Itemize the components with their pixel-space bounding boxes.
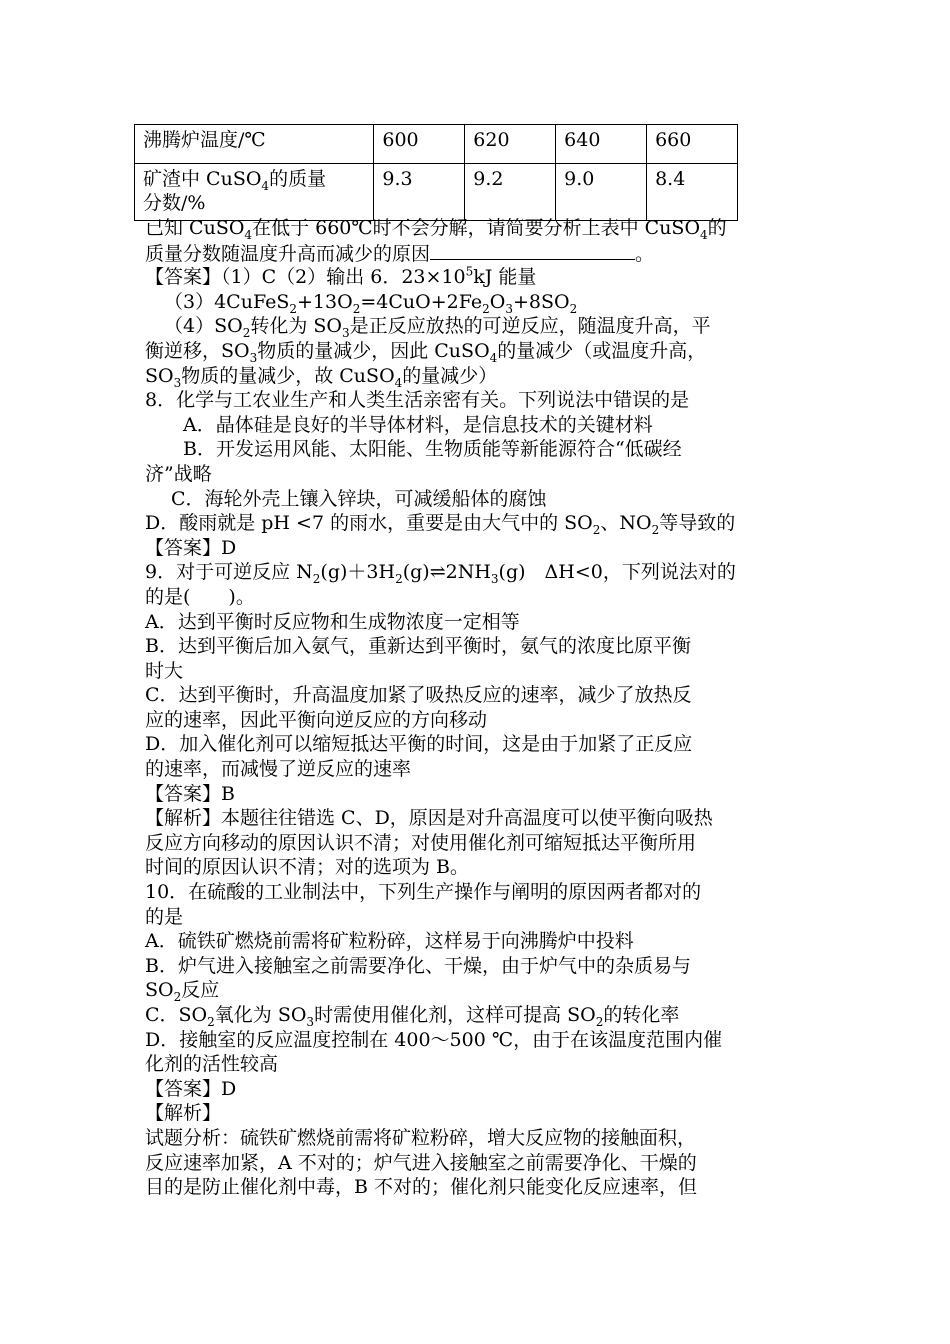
table-cell: 9.2 xyxy=(465,164,556,221)
q10-explanation: 试题分析：硫铁矿燃烧前需将矿粒粉碎，增大反应物的接触面积， xyxy=(145,1126,697,1149)
q10-explanation: 目的是防止催化剂中毒，B 不对的；催化剂只能变化反应速率，但 xyxy=(145,1176,698,1199)
q10-option-b: $SO_2$反应 xyxy=(145,979,220,1005)
q9-option-c: 应的速率，因此平衡向逆反应的方向移动 xyxy=(145,708,488,731)
table-cell: 矿渣中 CuSO$_4$的质量 分数/% xyxy=(135,164,374,221)
q9-stem: 的是( )。 xyxy=(145,585,255,608)
q10-stem: 10．在硫酸的工业制法中，下列生产操作与阐明的原因两者都对的 xyxy=(145,881,702,904)
q8-option-a: A．晶体硅是良好的半导体材料，是信息技术的关键材料 xyxy=(183,413,653,436)
q8-stem: 8．化学与工农业生产和人类生活亲密有关。下列说法中错误的是 xyxy=(145,389,690,412)
table-cell: 640 xyxy=(556,125,647,164)
q7-answer: 【答案】（1）C（2）输出 6．$23\times 10^5kJ$ 能量 xyxy=(145,264,537,289)
q7-answer: 衡逆移，$SO_3$物质的量减少，因此 CuSO$_4$的量减少（或温度升高， xyxy=(145,339,707,365)
q9-option-b: 时大 xyxy=(145,659,184,682)
q10-option-b: B．炉气进入接触室之前需要净化、干燥，由于炉气中的杂质易与 xyxy=(145,954,691,977)
q9-answer: 【答案】B xyxy=(145,782,235,805)
q8-option-d: D．酸雨就是 pH <7 的雨水，重要是由大气中的 $SO_2$、$NO_2$等导致的 xyxy=(145,512,736,537)
table-cell: 8.4 xyxy=(647,164,738,221)
table-cell: 620 xyxy=(465,125,556,164)
q10-stem: 的是 xyxy=(145,905,184,928)
q9-option-d: D．加入催化剂可以缩短抵达平衡的时间，这是由于加紧了正反应 xyxy=(145,733,693,756)
q7-text: 质量分数随温度升高而减少的原因 。 xyxy=(145,242,655,265)
q7-answer: $SO_3$物质的量减少，故 CuSO$_4$的量减少） xyxy=(145,364,498,390)
q9-stem: 9．对于可逆反应 $N_2(g)+3H_2(g)\rightleftharpoons 2NH_3(g)$ ΔH<0，下列说法对的 xyxy=(145,561,736,587)
q8-answer: 【答案】D xyxy=(145,536,237,559)
q9-option-d: 的速率，而减慢了逆反应的速率 xyxy=(145,758,412,781)
q10-option-d: D．接触室的反应温度控制在 400～500 ℃，由于在该温度范围内催 xyxy=(145,1028,723,1051)
q9-option-c: C．达到平衡时，升高温度加紧了吸热反应的速率，减少了放热反 xyxy=(145,684,692,707)
q10-answer: 【答案】D xyxy=(145,1077,237,1100)
q7-answer: $(3)4CuFeS_2+13O_2=4CuO+2Fe_2O_3+8SO_2$ xyxy=(164,290,578,316)
q9-explanation: 时间的原因认识不清；对的选项为 B。 xyxy=(145,856,470,879)
table-cell: 9.3 xyxy=(374,164,465,221)
q9-option-b: B．达到平衡后加入氨气，重新达到平衡时，氨气的浓度比原平衡 xyxy=(145,635,691,658)
table-cell: 600 xyxy=(374,125,465,164)
table-cell: 沸腾炉温度/℃ xyxy=(135,125,374,164)
q10-option-d: 化剂的活性较高 xyxy=(145,1053,279,1076)
q9-option-a: A．达到平衡时反应物和生成物浓度一定相等 xyxy=(145,610,520,633)
document-body xyxy=(145,216,810,1200)
q7-answer: $(4)SO_2$转化为 $SO_3$是正反应放热的可逆反应，随温度升高，平 xyxy=(164,315,711,341)
table-cell: 660 xyxy=(647,125,738,164)
q9-explanation: 反应方向移动的原因认识不清；对使用催化剂可缩短抵达平衡所用 xyxy=(145,831,697,854)
table-row xyxy=(135,125,738,164)
q8-option-b: 济”战略 xyxy=(145,462,212,485)
q8-option-b: B．开发运用风能、太阳能、生物质能等新能源符合“低碳经 xyxy=(183,438,682,461)
q10-explanation-heading: 【解析】 xyxy=(145,1102,222,1125)
furnace-temperature-table xyxy=(134,124,738,221)
q10-option-a: A．硫铁矿燃烧前需将矿粒粉碎，这样易于向沸腾炉中投料 xyxy=(145,930,634,953)
q8-option-c: C．海轮外壳上镶入锌块，可减缓船体的腐蚀 xyxy=(171,487,547,510)
q10-option-c: C．$SO_2$氧化为 $SO_3$时需使用催化剂，这样可提高 $SO_2$的转化率 xyxy=(145,1004,680,1029)
q9-explanation: 【解析】本题往往错选 C、D，原因是对升高温度可以使平衡向吸热 xyxy=(145,807,713,830)
q10-explanation: 反应速率加紧，A 不对的；炉气进入接触室之前需要净化、干燥的 xyxy=(145,1151,697,1174)
table-cell: 9.0 xyxy=(556,164,647,221)
q7-text: 已知 CuSO$_4$在低于 660℃时不会分解，请简要分析上表中 CuSO$_4$的 xyxy=(145,217,727,242)
table-row xyxy=(135,164,738,221)
answer-blank xyxy=(430,241,635,260)
